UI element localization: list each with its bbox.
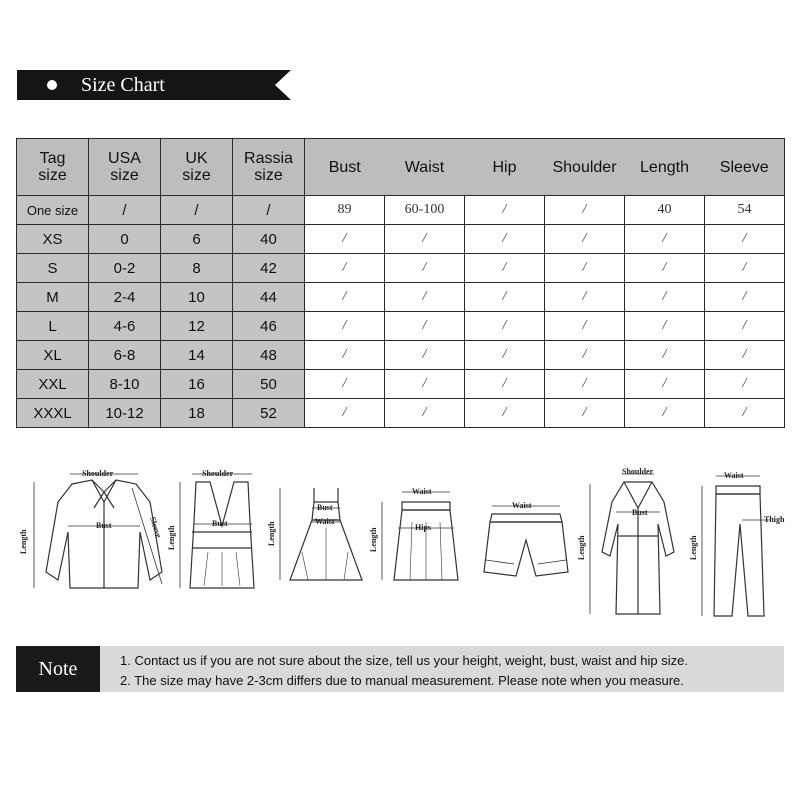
header-cell: Tag size — [17, 139, 89, 196]
table-cell: / — [625, 399, 705, 428]
table-row — [17, 370, 785, 399]
trousers-diagram — [689, 471, 785, 616]
size-table — [16, 138, 785, 428]
table-cell: 54 — [705, 196, 785, 225]
table-cell: / — [545, 225, 625, 254]
table-row — [17, 254, 785, 283]
table-cell: 42 — [233, 254, 305, 283]
note-bar — [16, 646, 784, 692]
table-cell: / — [465, 312, 545, 341]
table-cell: / — [305, 225, 385, 254]
table-cell: / — [465, 341, 545, 370]
table-cell: 16 — [161, 370, 233, 399]
table-cell: / — [465, 370, 545, 399]
table-cell: / — [305, 341, 385, 370]
coat-diagram — [577, 467, 674, 614]
table-cell: / — [625, 283, 705, 312]
table-cell: / — [305, 399, 385, 428]
table-cell: 52 — [233, 399, 305, 428]
row-label-cell: L — [17, 312, 89, 341]
row-label-cell: XS — [17, 225, 89, 254]
table-cell: / — [625, 370, 705, 399]
row-label-cell: M — [17, 283, 89, 312]
skirt-diagram — [369, 487, 458, 580]
table-row — [17, 399, 785, 428]
note-line-1: 1. Contact us if you are not sure about the size, tell us your height, weight, bust, waist and hip size. — [120, 653, 688, 668]
table-cell: / — [89, 196, 161, 225]
table-cell: / — [705, 399, 785, 428]
bust-label: Bust — [96, 521, 112, 530]
row-label-cell: XXL — [17, 370, 89, 399]
table-cell: 0-2 — [89, 254, 161, 283]
table-cell: / — [385, 312, 465, 341]
length-label: Length — [689, 535, 698, 560]
tank-top-diagram — [167, 469, 254, 588]
table-cell: / — [625, 341, 705, 370]
table-cell: / — [545, 312, 625, 341]
row-label-cell: XL — [17, 341, 89, 370]
table-cell: 40 — [625, 196, 705, 225]
table-cell: / — [233, 196, 305, 225]
length-label: Length — [267, 521, 276, 546]
waist-label: Waist — [412, 487, 432, 496]
table-cell: / — [545, 283, 625, 312]
table-row — [17, 341, 785, 370]
waist-label: Waist — [512, 501, 532, 510]
table-cell: / — [465, 254, 545, 283]
table-cell: / — [625, 254, 705, 283]
table-body — [17, 196, 785, 428]
shoulder-label: Shoulder — [202, 469, 234, 478]
table-cell: / — [305, 312, 385, 341]
header-cell: Waist — [385, 139, 465, 196]
table-cell: 0 — [89, 225, 161, 254]
dress-diagram — [267, 488, 362, 580]
length-label: Length — [369, 527, 378, 552]
length-label: Length — [167, 525, 176, 550]
header-cell: Hip — [465, 139, 545, 196]
bust-label: Bust — [317, 503, 333, 512]
table-cell: 12 — [161, 312, 233, 341]
header-cell: USA size — [89, 139, 161, 196]
header-cell: Shoulder — [545, 139, 625, 196]
size-chart-banner — [17, 70, 291, 100]
header-cell: Sleeve — [705, 139, 785, 196]
table-cell: / — [625, 225, 705, 254]
table-cell: 2-4 — [89, 283, 161, 312]
table-cell: 60-100 — [385, 196, 465, 225]
table-cell: 6 — [161, 225, 233, 254]
table-cell: 46 — [233, 312, 305, 341]
table-cell: / — [545, 196, 625, 225]
table-cell: / — [385, 225, 465, 254]
table-cell: / — [465, 196, 545, 225]
note-line-2: 2. The size may have 2-3cm differs due to manual measurement. Please note when you measure. — [120, 673, 684, 688]
header-cell: Rassia size — [233, 139, 305, 196]
bullet-icon — [47, 80, 57, 90]
shoulder-label: Shoulder — [622, 467, 654, 476]
table-cell: / — [545, 370, 625, 399]
length-label: Length — [19, 529, 28, 554]
note-label: Note — [16, 646, 100, 692]
shoulder-label: Shoulder — [82, 469, 114, 478]
table-cell: / — [161, 196, 233, 225]
blouse-diagram — [19, 469, 163, 588]
hips-label: Hips — [415, 523, 432, 532]
table-cell: / — [705, 370, 785, 399]
table-cell: 48 — [233, 341, 305, 370]
table-cell: / — [705, 283, 785, 312]
table-cell: / — [465, 225, 545, 254]
table-cell: / — [465, 283, 545, 312]
row-label-cell: S — [17, 254, 89, 283]
waist-label: Waist — [724, 471, 744, 480]
table-cell: / — [385, 399, 465, 428]
table-cell: / — [305, 283, 385, 312]
header-cell: UK size — [161, 139, 233, 196]
table-cell: / — [385, 283, 465, 312]
table-header-row — [17, 139, 785, 196]
table-row — [17, 225, 785, 254]
row-label-cell: XXXL — [17, 399, 89, 428]
table-cell: / — [305, 370, 385, 399]
table-cell: / — [465, 399, 545, 428]
table-cell: / — [705, 341, 785, 370]
table-cell: 8-10 — [89, 370, 161, 399]
table-cell: / — [705, 312, 785, 341]
table-row — [17, 283, 785, 312]
table-cell: 89 — [305, 196, 385, 225]
bust-label: Bust — [212, 519, 228, 528]
sleeve-label: Sleeve — [148, 515, 164, 539]
banner-title: Size Chart — [81, 74, 165, 96]
table-cell: 44 — [233, 283, 305, 312]
table-cell: 4-6 — [89, 312, 161, 341]
length-label: Length — [577, 535, 586, 560]
table-cell: 50 — [233, 370, 305, 399]
measurement-diagrams — [12, 462, 788, 632]
table-cell: 8 — [161, 254, 233, 283]
table-cell: / — [385, 254, 465, 283]
table-cell: 40 — [233, 225, 305, 254]
note-text — [120, 651, 688, 691]
row-label-cell: One size — [17, 196, 89, 225]
header-cell: Length — [625, 139, 705, 196]
table-cell: 14 — [161, 341, 233, 370]
table-cell: / — [705, 225, 785, 254]
shorts-diagram — [484, 501, 568, 576]
bust-label: Bust — [632, 508, 648, 517]
table-cell: 18 — [161, 399, 233, 428]
waist-label: Waist — [315, 517, 335, 526]
table-row — [17, 312, 785, 341]
table-cell: / — [705, 254, 785, 283]
table-cell: 6-8 — [89, 341, 161, 370]
thigh-label: Thigh — [764, 515, 785, 524]
table-row — [17, 196, 785, 225]
header-cell: Bust — [305, 139, 385, 196]
table-cell: / — [625, 312, 705, 341]
table-cell: 10 — [161, 283, 233, 312]
table-cell: 10-12 — [89, 399, 161, 428]
table-cell: / — [545, 341, 625, 370]
table-cell: / — [305, 254, 385, 283]
table-cell: / — [385, 370, 465, 399]
table-cell: / — [545, 254, 625, 283]
table-cell: / — [385, 341, 465, 370]
table-cell: / — [545, 399, 625, 428]
